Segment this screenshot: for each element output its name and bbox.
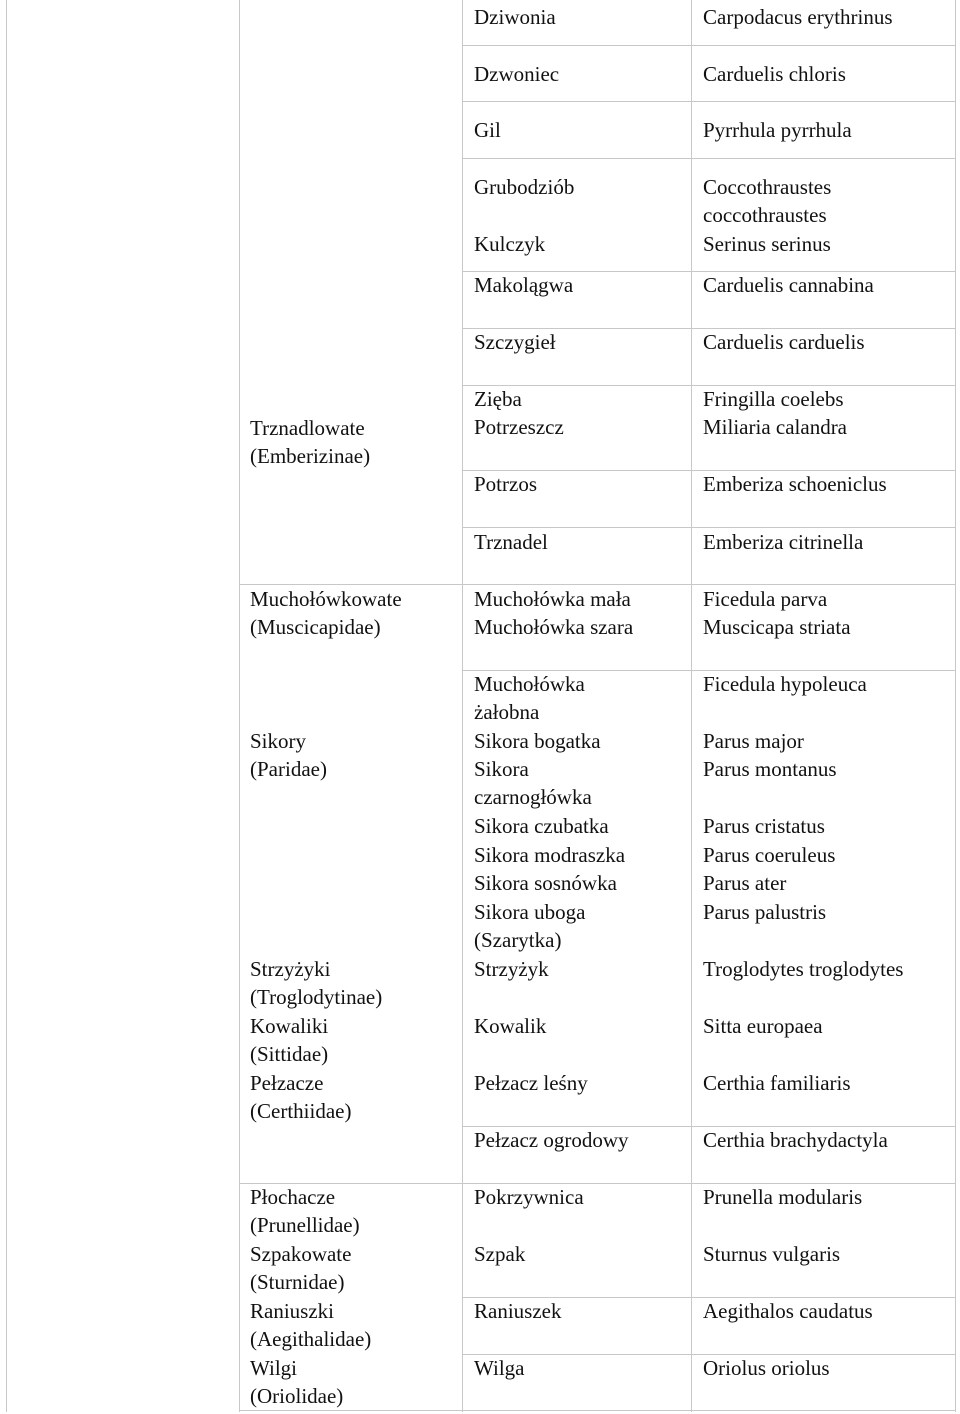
species-name: Kowalik <box>474 1014 547 1038</box>
latin-name: Parus major <box>703 729 804 753</box>
species-name: Pełzacz leśny <box>474 1071 588 1095</box>
table-border-bottom <box>239 1410 956 1411</box>
latin-name: Sturnus vulgaris <box>703 1242 841 1266</box>
family-cell: Trznadlowate (Emberizinae) <box>250 416 371 468</box>
latin-name: Troglodytes troglodytes <box>703 957 904 981</box>
latin-name: Parus palustris <box>703 900 827 924</box>
species-name: Kulczyk <box>474 232 546 256</box>
species-name: Muchołówka mała <box>474 587 631 611</box>
latin-name: Certhia familiaris <box>703 1071 851 1095</box>
latin-name: Parus montanus <box>703 757 837 781</box>
species-name: Grubodziób <box>474 175 575 199</box>
latin-name: Carduelis chloris <box>703 62 846 86</box>
latin-name: Serinus serinus <box>703 232 831 256</box>
species-name: Zięba <box>474 387 522 411</box>
species-name: Sikora sosnówka <box>474 871 617 895</box>
latin-name: Coccothraustes coccothraustes <box>703 175 832 227</box>
row-divider <box>462 45 956 46</box>
column-divider-1 <box>239 0 240 1412</box>
latin-name: Muscicapa striata <box>703 615 851 639</box>
latin-name: Parus ater <box>703 871 787 895</box>
latin-name: Ficedula parva <box>703 587 828 611</box>
species-name: Muchołówka szara <box>474 615 634 639</box>
family-cell: Pełzacze (Certhiidae) <box>250 1071 352 1123</box>
latin-name: Sitta europaea <box>703 1014 823 1038</box>
species-name: Muchołówka żałobna <box>474 672 585 724</box>
species-name: Pełzacz ogrodowy <box>474 1128 629 1152</box>
column-divider-2 <box>462 0 463 1412</box>
family-cell: Raniuszki (Aegithalidae) <box>250 1299 372 1351</box>
species-name: Sikora modraszka <box>474 843 626 867</box>
latin-name: Carduelis carduelis <box>703 330 865 354</box>
species-name: Dziwonia <box>474 5 556 29</box>
species-name: Makolągwa <box>474 273 574 297</box>
latin-name: Oriolus oriolus <box>703 1356 830 1380</box>
table-border-left <box>6 0 7 1412</box>
species-name: Sikora bogatka <box>474 729 601 753</box>
species-name: Wilga <box>474 1356 525 1380</box>
family-cell: Kowaliki (Sittidae) <box>250 1014 329 1066</box>
latin-name: Miliaria calandra <box>703 415 848 439</box>
latin-name: Fringilla coelebs <box>703 387 844 411</box>
row-divider <box>462 158 956 159</box>
family-cell: Sikory (Paridae) <box>250 729 327 781</box>
species-name: Strzyżyk <box>474 957 549 981</box>
species-name: Pokrzywnica <box>474 1185 584 1209</box>
latin-name: Aegithalos caudatus <box>703 1299 873 1323</box>
species-name: Trznadel <box>474 530 548 554</box>
species-name: Sikora uboga (Szarytka) <box>474 900 586 952</box>
species-name: Gil <box>474 118 501 142</box>
family-cell: Szpakowate (Sturnidae) <box>250 1242 352 1294</box>
column-divider-3 <box>691 0 692 1412</box>
family-cell: Wilgi (Oriolidae) <box>250 1356 344 1408</box>
species-name: Szpak <box>474 1242 526 1266</box>
latin-name: Parus cristatus <box>703 814 825 838</box>
latin-name: Carduelis cannabina <box>703 273 874 297</box>
latin-name: Prunella modularis <box>703 1185 863 1209</box>
species-name: Szczygieł <box>474 330 556 354</box>
latin-name: Certhia brachydactyla <box>703 1128 888 1152</box>
species-name: Sikora czubatka <box>474 814 609 838</box>
latin-name: Parus coeruleus <box>703 843 836 867</box>
latin-name: Carpodacus erythrinus <box>703 5 893 29</box>
latin-name: Emberiza schoeniclus <box>703 472 887 496</box>
family-cell: Muchołówkowate (Muscicapidae) <box>250 587 402 639</box>
species-name: Sikora czarnogłówka <box>474 757 592 809</box>
latin-name: Pyrrhula pyrrhula <box>703 118 852 142</box>
family-cell: Strzyżyki (Troglodytinae) <box>250 957 383 1009</box>
species-name: Potrzeszcz <box>474 415 564 439</box>
species-name: Raniuszek <box>474 1299 562 1323</box>
latin-name: Ficedula hypoleuca <box>703 672 867 696</box>
table-border-right <box>955 0 956 1412</box>
family-cell: Płochacze (Prunellidae) <box>250 1185 360 1237</box>
row-divider <box>462 101 956 102</box>
latin-name: Emberiza citrinella <box>703 530 864 554</box>
species-name: Potrzos <box>474 472 537 496</box>
species-name: Dzwoniec <box>474 62 560 86</box>
